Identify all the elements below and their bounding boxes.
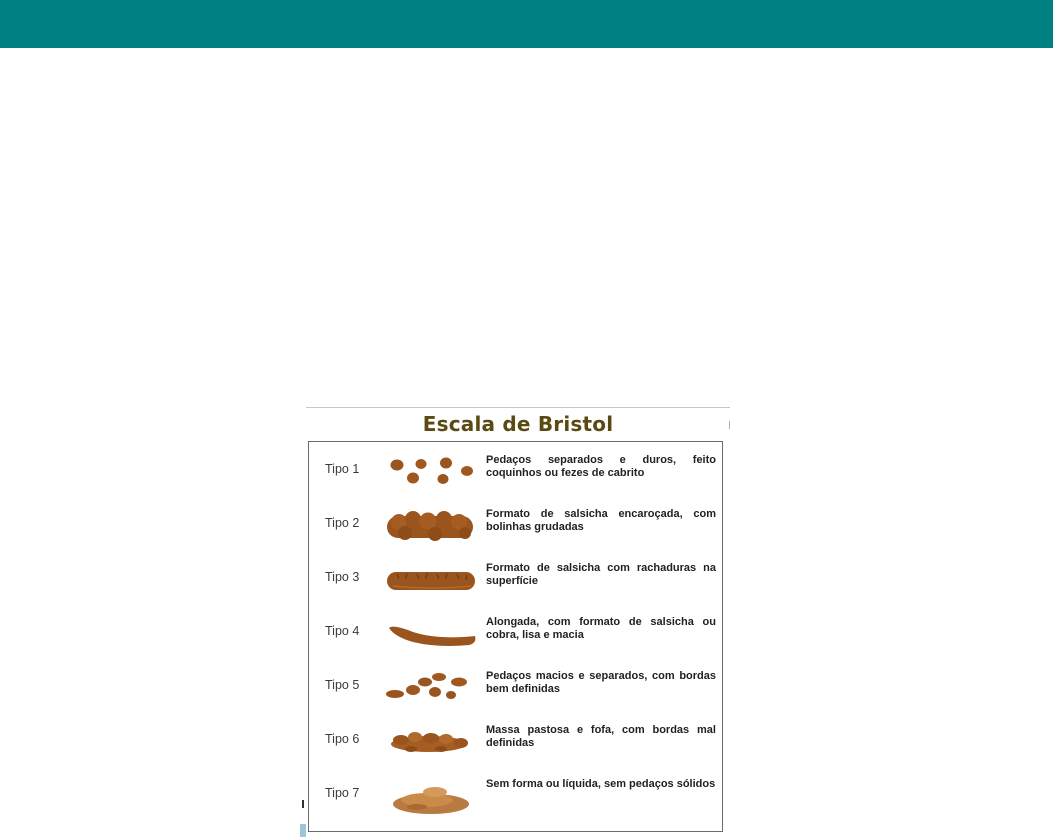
row-description: Formato de salsicha com rachaduras na superfície xyxy=(486,562,716,587)
row-label: Tipo 2 xyxy=(325,516,360,530)
figure-top-divider xyxy=(306,407,730,408)
row-description: Sem forma ou líquida, sem pedaços sólidos xyxy=(486,778,716,790)
row-description: Formato de salsicha encaroçada, com bolinhas grudadas xyxy=(486,508,716,533)
cracked-sausage-icon xyxy=(383,556,483,604)
scale-row-tipo-7 xyxy=(309,770,722,824)
header-bar xyxy=(0,0,1053,48)
smooth-snake-icon xyxy=(383,610,483,658)
row-description: Pedaços separados e duros, feito coquinhos ou fezes de cabrito xyxy=(486,454,716,479)
scale-row-tipo-5 xyxy=(309,662,722,716)
row-label: Tipo 7 xyxy=(325,786,360,800)
figure-title: Escala de Bristol xyxy=(422,412,614,436)
row-description: Pedaços macios e separados, com bordas bem definidas xyxy=(486,670,716,695)
soft-blobs-icon xyxy=(383,664,483,712)
bristol-scale-figure xyxy=(306,407,730,835)
row-label: Tipo 3 xyxy=(325,570,360,584)
row-label: Tipo 4 xyxy=(325,624,360,638)
edge-mark xyxy=(302,800,304,808)
lumpy-sausage-icon xyxy=(383,502,483,550)
row-label: Tipo 1 xyxy=(325,462,360,476)
row-label: Tipo 6 xyxy=(325,732,360,746)
scale-table xyxy=(308,441,723,832)
mushy-pieces-icon xyxy=(383,718,483,766)
liquid-puddle-icon xyxy=(383,772,483,820)
row-description: Alongada, com formato de salsicha ou cobra, lisa e macia xyxy=(486,616,716,641)
title-edge-mark xyxy=(729,421,730,429)
row-description: Massa pastosa e fofa, com bordas mal definidas xyxy=(486,724,716,749)
row-label: Tipo 5 xyxy=(325,678,360,692)
separate-hard-lumps-icon xyxy=(383,448,483,496)
scale-row-tipo-2 xyxy=(309,500,722,554)
scale-row-tipo-3 xyxy=(309,554,722,608)
scale-row-tipo-1 xyxy=(309,446,722,500)
scale-row-tipo-4 xyxy=(309,608,722,662)
scale-row-tipo-6 xyxy=(309,716,722,770)
edge-strip xyxy=(300,824,306,837)
